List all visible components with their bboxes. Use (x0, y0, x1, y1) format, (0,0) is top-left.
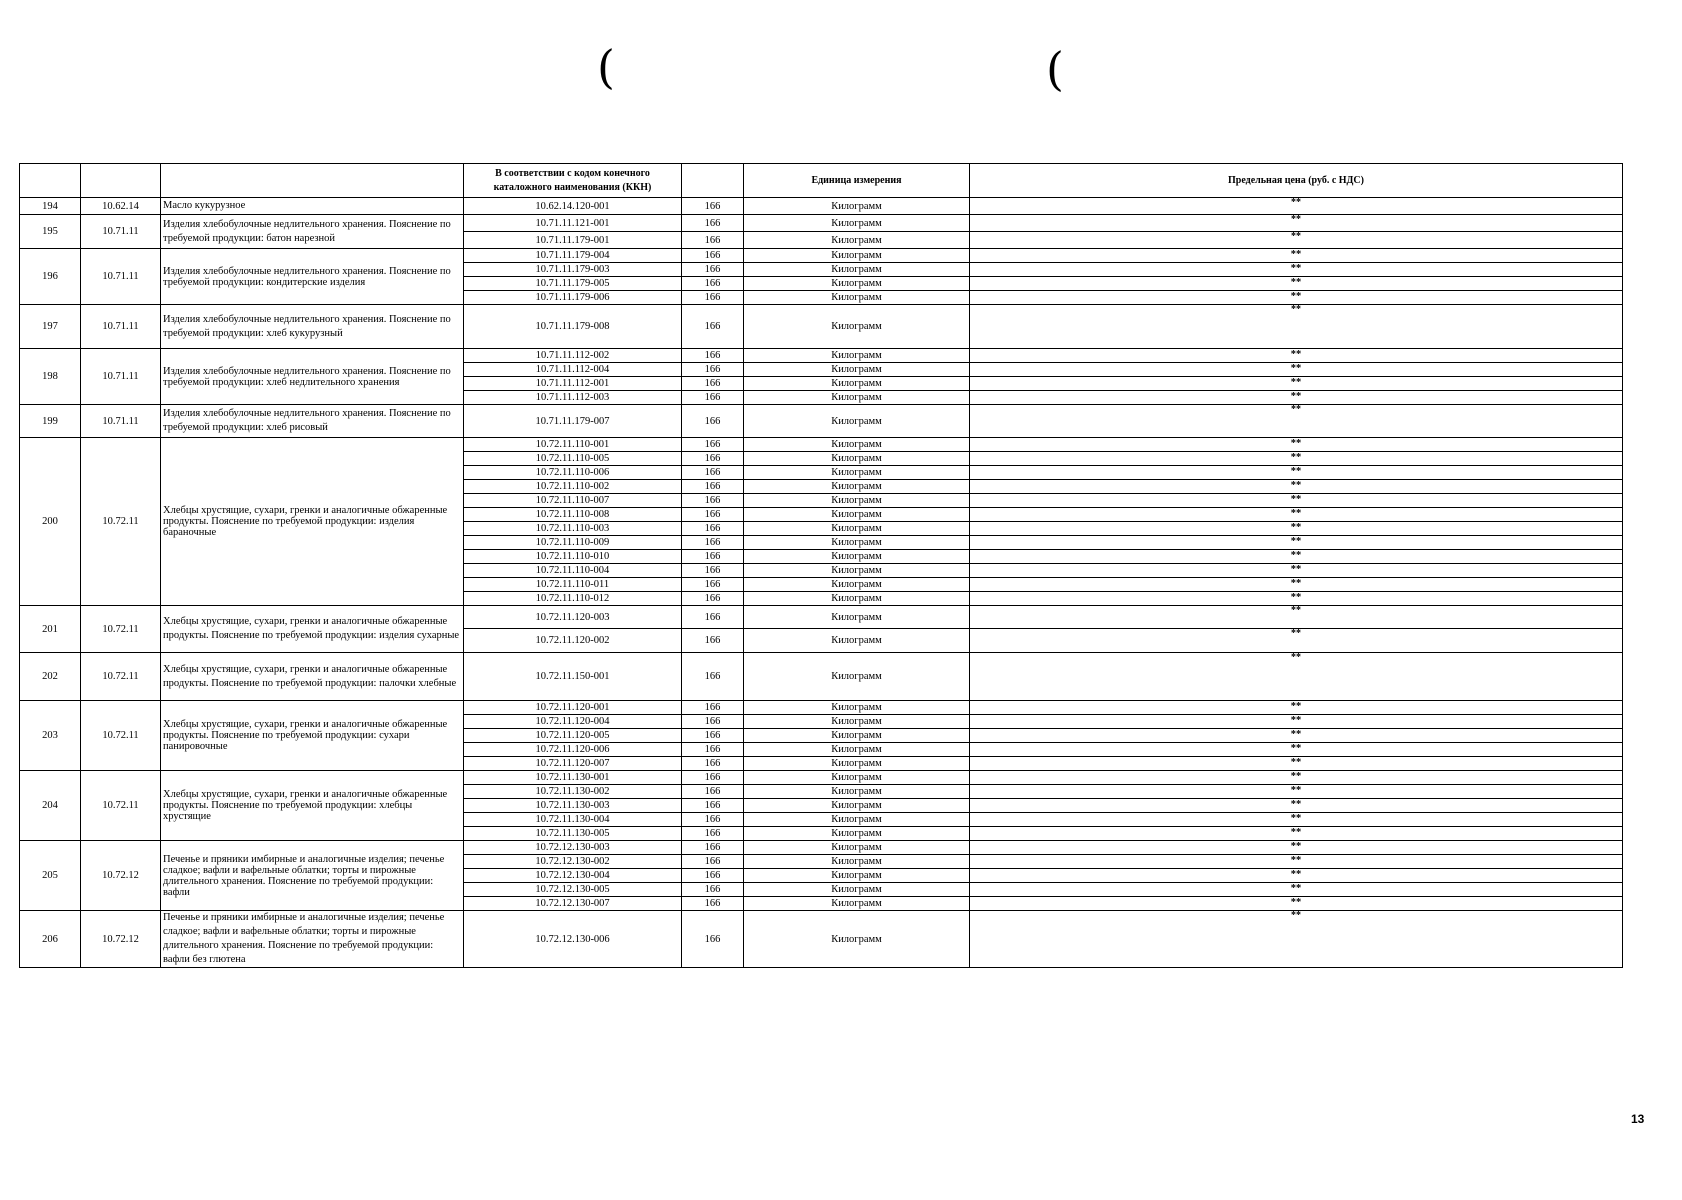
cell-kkn-code: 10.71.11.179-005 (464, 277, 682, 291)
cell-okei-code: 166 (682, 480, 744, 494)
cell-item-number: 200 (20, 438, 81, 606)
cell-description: Хлебцы хрустящие, сухари, гренки и аналогичные обжаренные продукты. Пояснение по требуемой продукции: сухари панировочные (161, 701, 464, 771)
cell-okpd-code: 10.72.11 (81, 653, 161, 701)
cell-price: ** (970, 743, 1623, 757)
cell-unit: Килограмм (744, 263, 970, 277)
cell-okei-code: 166 (682, 653, 744, 701)
cell-description: Изделия хлебобулочные недлительного хранения. Пояснение по требуемой продукции: хлеб рисовый (161, 405, 464, 438)
cell-kkn-code: 10.72.12.130-007 (464, 897, 682, 911)
cell-price: ** (970, 536, 1623, 550)
cell-price: ** (970, 715, 1623, 729)
cell-okei-code: 166 (682, 729, 744, 743)
cell-kkn-code: 10.71.11.179-003 (464, 263, 682, 277)
cell-kkn-code: 10.72.12.130-003 (464, 841, 682, 855)
cell-price: ** (970, 550, 1623, 564)
cell-unit: Килограмм (744, 391, 970, 405)
cell-okpd-code: 10.72.11 (81, 606, 161, 653)
cell-okei-code: 166 (682, 405, 744, 438)
cell-okei-code: 166 (682, 897, 744, 911)
cell-unit: Килограмм (744, 701, 970, 715)
cell-okei-code: 166 (682, 305, 744, 349)
cell-unit: Килограмм (744, 813, 970, 827)
cell-price: ** (970, 799, 1623, 813)
table-row (20, 701, 1623, 715)
cell-unit: Килограмм (744, 349, 970, 363)
cell-price: ** (970, 377, 1623, 391)
cell-okei-code: 166 (682, 291, 744, 305)
cell-kkn-code: 10.71.11.179-001 (464, 232, 682, 249)
cell-kkn-code: 10.72.11.120-007 (464, 757, 682, 771)
cell-item-number: 194 (20, 198, 81, 215)
cell-unit: Килограмм (744, 405, 970, 438)
cell-unit: Килограмм (744, 494, 970, 508)
table-row (20, 249, 1623, 263)
cell-unit: Килограмм (744, 550, 970, 564)
cell-kkn-code: 10.71.11.112-001 (464, 377, 682, 391)
cell-item-number: 203 (20, 701, 81, 771)
cell-description: Изделия хлебобулочные недлительного хранения. Пояснение по требуемой продукции: батон нарезной (161, 215, 464, 249)
cell-kkn-code: 10.71.11.112-004 (464, 363, 682, 377)
cell-kkn-code: 10.72.11.120-005 (464, 729, 682, 743)
cell-price: ** (970, 629, 1623, 653)
cell-kkn-code: 10.72.11.110-011 (464, 578, 682, 592)
top-mark-right: ( (1046, 42, 1064, 96)
table-row (20, 653, 1623, 701)
cell-okei-code: 166 (682, 391, 744, 405)
table-row (20, 438, 1623, 452)
cell-unit: Килограмм (744, 305, 970, 349)
cell-unit: Килограмм (744, 564, 970, 578)
cell-price: ** (970, 729, 1623, 743)
cell-description: Масло кукурузное (161, 198, 464, 215)
cell-kkn-code: 10.72.11.110-004 (464, 564, 682, 578)
header-col-unit: Единица измерения (744, 164, 970, 198)
cell-price: ** (970, 277, 1623, 291)
cell-unit: Килограмм (744, 629, 970, 653)
cell-price: ** (970, 508, 1623, 522)
cell-kkn-code: 10.72.11.110-002 (464, 480, 682, 494)
cell-kkn-code: 10.72.12.130-002 (464, 855, 682, 869)
cell-okei-code: 166 (682, 715, 744, 729)
cell-price: ** (970, 363, 1623, 377)
cell-kkn-code: 10.72.12.130-005 (464, 883, 682, 897)
cell-kkn-code: 10.72.11.120-006 (464, 743, 682, 757)
cell-price: ** (970, 771, 1623, 785)
cell-price: ** (970, 198, 1623, 215)
cell-unit: Килограмм (744, 785, 970, 799)
cell-okei-code: 166 (682, 883, 744, 897)
cell-price: ** (970, 701, 1623, 715)
cell-price: ** (970, 855, 1623, 869)
table-row (20, 198, 1623, 215)
cell-kkn-code: 10.72.11.150-001 (464, 653, 682, 701)
cell-price: ** (970, 249, 1623, 263)
cell-unit: Килограмм (744, 522, 970, 536)
cell-price: ** (970, 578, 1623, 592)
cell-price: ** (970, 405, 1623, 438)
cell-okei-code: 166 (682, 536, 744, 550)
cell-okei-code: 166 (682, 629, 744, 653)
cell-kkn-code: 10.72.11.120-003 (464, 606, 682, 629)
price-table (19, 163, 1623, 968)
cell-price: ** (970, 897, 1623, 911)
cell-item-number: 204 (20, 771, 81, 841)
cell-okei-code: 166 (682, 827, 744, 841)
cell-okpd-code: 10.71.11 (81, 249, 161, 305)
cell-okei-code: 166 (682, 363, 744, 377)
cell-kkn-code: 10.72.11.110-009 (464, 536, 682, 550)
cell-okei-code: 166 (682, 592, 744, 606)
cell-unit: Килограмм (744, 249, 970, 263)
header-col-kkn: В соответствии с кодом конечного каталожного наименования (ККН) (464, 164, 682, 198)
cell-price: ** (970, 883, 1623, 897)
cell-okpd-code: 10.71.11 (81, 305, 161, 349)
cell-okpd-code: 10.71.11 (81, 215, 161, 249)
cell-okpd-code: 10.71.11 (81, 405, 161, 438)
cell-price: ** (970, 911, 1623, 968)
cell-okpd-code: 10.72.11 (81, 701, 161, 771)
cell-unit: Килограмм (744, 592, 970, 606)
cell-okei-code: 166 (682, 701, 744, 715)
page-number: 13 (1631, 1112, 1645, 1126)
cell-okei-code: 166 (682, 377, 744, 391)
table-row (20, 349, 1623, 363)
cell-okei-code: 166 (682, 606, 744, 629)
cell-okei-code: 166 (682, 522, 744, 536)
cell-price: ** (970, 606, 1623, 629)
cell-unit: Килограмм (744, 855, 970, 869)
cell-okei-code: 166 (682, 564, 744, 578)
cell-unit: Килограмм (744, 715, 970, 729)
cell-description: Изделия хлебобулочные недлительного хранения. Пояснение по требуемой продукции: кондитерские изделия (161, 249, 464, 305)
cell-unit: Килограмм (744, 291, 970, 305)
cell-unit: Килограмм (744, 277, 970, 291)
cell-price: ** (970, 494, 1623, 508)
cell-okei-code: 166 (682, 813, 744, 827)
cell-okei-code: 166 (682, 277, 744, 291)
cell-okei-code: 166 (682, 855, 744, 869)
cell-unit: Килограмм (744, 606, 970, 629)
top-mark-left: ( (597, 40, 615, 94)
cell-okei-code: 166 (682, 263, 744, 277)
cell-unit: Килограмм (744, 578, 970, 592)
cell-kkn-code: 10.72.11.130-002 (464, 785, 682, 799)
cell-unit: Килограмм (744, 729, 970, 743)
cell-unit: Килограмм (744, 232, 970, 249)
cell-okei-code: 166 (682, 232, 744, 249)
cell-kkn-code: 10.72.11.110-006 (464, 466, 682, 480)
cell-kkn-code: 10.72.11.110-008 (464, 508, 682, 522)
cell-kkn-code: 10.72.11.110-005 (464, 452, 682, 466)
cell-okpd-code: 10.72.12 (81, 841, 161, 911)
cell-unit: Килограмм (744, 653, 970, 701)
cell-description: Печенье и пряники имбирные и аналогичные изделия; печенье сладкое; вафли и вафельные облатки; торты и пирожные длительного хранения. Пояснение по требуемой продукции: вафли без глютена (161, 911, 464, 968)
cell-unit: Килограмм (744, 799, 970, 813)
cell-okei-code: 166 (682, 550, 744, 564)
cell-price: ** (970, 522, 1623, 536)
cell-kkn-code: 10.72.12.130-006 (464, 911, 682, 968)
cell-unit: Килограмм (744, 198, 970, 215)
cell-price: ** (970, 263, 1623, 277)
cell-unit: Килограмм (744, 377, 970, 391)
cell-item-number: 206 (20, 911, 81, 968)
cell-okei-code: 166 (682, 349, 744, 363)
cell-price: ** (970, 391, 1623, 405)
cell-unit: Килограмм (744, 897, 970, 911)
cell-price: ** (970, 785, 1623, 799)
cell-unit: Килограмм (744, 363, 970, 377)
cell-kkn-code: 10.71.11.179-006 (464, 291, 682, 305)
cell-okei-code: 166 (682, 508, 744, 522)
cell-description: Изделия хлебобулочные недлительного хранения. Пояснение по требуемой продукции: хлеб недлительного хранения (161, 349, 464, 405)
cell-okei-code: 166 (682, 841, 744, 855)
cell-kkn-code: 10.72.11.130-004 (464, 813, 682, 827)
header-col-description (161, 164, 464, 198)
cell-item-number: 198 (20, 349, 81, 405)
cell-kkn-code: 10.71.11.179-007 (464, 405, 682, 438)
cell-okpd-code: 10.72.12 (81, 911, 161, 968)
cell-price: ** (970, 215, 1623, 232)
cell-kkn-code: 10.71.11.112-003 (464, 391, 682, 405)
cell-okei-code: 166 (682, 785, 744, 799)
cell-kkn-code: 10.72.11.110-003 (464, 522, 682, 536)
cell-price: ** (970, 841, 1623, 855)
cell-okei-code: 166 (682, 249, 744, 263)
cell-kkn-code: 10.72.11.130-005 (464, 827, 682, 841)
cell-kkn-code: 10.72.11.120-001 (464, 701, 682, 715)
cell-item-number: 195 (20, 215, 81, 249)
cell-unit: Килограмм (744, 771, 970, 785)
cell-okei-code: 166 (682, 215, 744, 232)
cell-item-number: 197 (20, 305, 81, 349)
cell-price: ** (970, 827, 1623, 841)
cell-okpd-code: 10.71.11 (81, 349, 161, 405)
cell-okei-code: 166 (682, 869, 744, 883)
cell-price: ** (970, 305, 1623, 349)
cell-kkn-code: 10.71.11.179-004 (464, 249, 682, 263)
cell-price: ** (970, 349, 1623, 363)
cell-price: ** (970, 869, 1623, 883)
cell-item-number: 205 (20, 841, 81, 911)
cell-price: ** (970, 592, 1623, 606)
cell-unit: Килограмм (744, 883, 970, 897)
cell-okpd-code: 10.62.14 (81, 198, 161, 215)
header-row (20, 164, 1623, 198)
cell-kkn-code: 10.71.11.112-002 (464, 349, 682, 363)
table-row (20, 305, 1623, 349)
cell-unit: Килограмм (744, 827, 970, 841)
cell-unit: Килограмм (744, 508, 970, 522)
cell-description: Изделия хлебобулочные недлительного хранения. Пояснение по требуемой продукции: хлеб кукурузный (161, 305, 464, 349)
cell-okei-code: 166 (682, 198, 744, 215)
cell-unit: Килограмм (744, 215, 970, 232)
cell-unit: Килограмм (744, 841, 970, 855)
cell-kkn-code: 10.72.11.120-004 (464, 715, 682, 729)
cell-kkn-code: 10.72.11.120-002 (464, 629, 682, 653)
table-row (20, 841, 1623, 855)
cell-okei-code: 166 (682, 799, 744, 813)
cell-price: ** (970, 813, 1623, 827)
cell-description: Хлебцы хрустящие, сухари, гренки и аналогичные обжаренные продукты. Пояснение по требуемой продукции: изделия сухарные (161, 606, 464, 653)
cell-item-number: 202 (20, 653, 81, 701)
cell-description: Печенье и пряники имбирные и аналогичные изделия; печенье сладкое; вафли и вафельные облатки; торты и пирожные длительного хранения. Пояснение по требуемой продукции: вафли (161, 841, 464, 911)
cell-okei-code: 166 (682, 743, 744, 757)
cell-okei-code: 166 (682, 757, 744, 771)
cell-kkn-code: 10.72.12.130-004 (464, 869, 682, 883)
cell-item-number: 201 (20, 606, 81, 653)
cell-kkn-code: 10.62.14.120-001 (464, 198, 682, 215)
cell-unit: Килограмм (744, 466, 970, 480)
cell-kkn-code: 10.72.11.110-007 (464, 494, 682, 508)
cell-price: ** (970, 291, 1623, 305)
cell-okei-code: 166 (682, 771, 744, 785)
cell-kkn-code: 10.72.11.110-001 (464, 438, 682, 452)
cell-okei-code: 166 (682, 438, 744, 452)
table-row (20, 215, 1623, 232)
cell-okpd-code: 10.72.11 (81, 771, 161, 841)
cell-kkn-code: 10.72.11.110-010 (464, 550, 682, 564)
cell-description: Хлебцы хрустящие, сухари, гренки и аналогичные обжаренные продукты. Пояснение по требуемой продукции: изделия бараночные (161, 438, 464, 606)
cell-okei-code: 166 (682, 578, 744, 592)
cell-unit: Килограмм (744, 536, 970, 550)
cell-okei-code: 166 (682, 466, 744, 480)
cell-price: ** (970, 466, 1623, 480)
cell-price: ** (970, 564, 1623, 578)
cell-kkn-code: 10.71.11.121-001 (464, 215, 682, 232)
cell-kkn-code: 10.72.11.130-001 (464, 771, 682, 785)
table-row (20, 911, 1623, 968)
cell-price: ** (970, 438, 1623, 452)
cell-unit: Килограмм (744, 869, 970, 883)
cell-price: ** (970, 757, 1623, 771)
cell-description: Хлебцы хрустящие, сухари, гренки и аналогичные обжаренные продукты. Пояснение по требуемой продукции: палочки хлебные (161, 653, 464, 701)
cell-item-number: 196 (20, 249, 81, 305)
cell-okei-code: 166 (682, 911, 744, 968)
cell-unit: Килограмм (744, 757, 970, 771)
cell-unit: Килограмм (744, 911, 970, 968)
cell-price: ** (970, 232, 1623, 249)
table-row (20, 405, 1623, 438)
cell-description: Хлебцы хрустящие, сухари, гренки и аналогичные обжаренные продукты. Пояснение по требуемой продукции: хлебцы хрустящие (161, 771, 464, 841)
cell-kkn-code: 10.72.11.130-003 (464, 799, 682, 813)
cell-item-number: 199 (20, 405, 81, 438)
cell-unit: Килограмм (744, 452, 970, 466)
header-col-okpd (81, 164, 161, 198)
cell-okei-code: 166 (682, 494, 744, 508)
header-col-number (20, 164, 81, 198)
cell-unit: Килограмм (744, 480, 970, 494)
table-row (20, 771, 1623, 785)
cell-okpd-code: 10.72.11 (81, 438, 161, 606)
header-col-okei (682, 164, 744, 198)
cell-unit: Килограмм (744, 438, 970, 452)
cell-unit: Килограмм (744, 743, 970, 757)
table-row (20, 606, 1623, 629)
cell-price: ** (970, 480, 1623, 494)
header-col-price: Предельная цена (руб. с НДС) (970, 164, 1623, 198)
cell-price: ** (970, 653, 1623, 701)
table-body (20, 164, 1623, 968)
cell-price: ** (970, 452, 1623, 466)
cell-kkn-code: 10.71.11.179-008 (464, 305, 682, 349)
cell-okei-code: 166 (682, 452, 744, 466)
cell-kkn-code: 10.72.11.110-012 (464, 592, 682, 606)
